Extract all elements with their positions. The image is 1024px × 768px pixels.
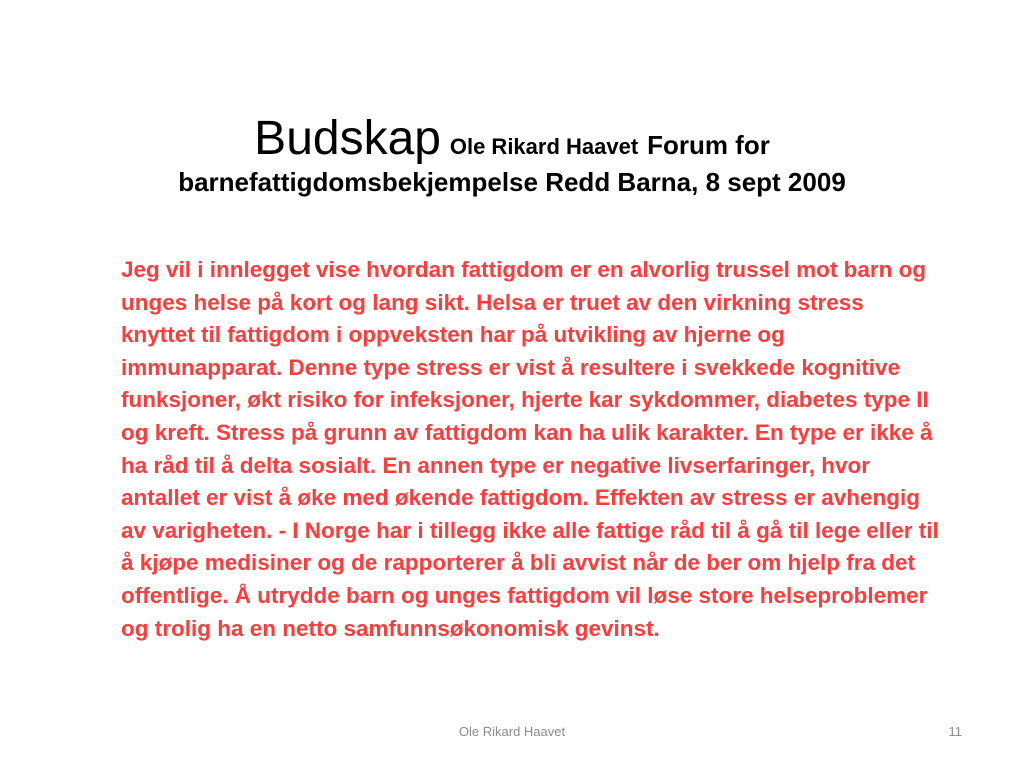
title-forum: Forum for (647, 130, 770, 160)
title-subtitle: barnefattigdomsbekjempelse Redd Barna, 8 sept 2009 (178, 166, 846, 197)
body-paragraph: Jeg vil i innlegget vise hvordan fattigdom er en alvorlig trussel mot barn og unges helse på kort og lang sikt. Helsa er truet av den virkning stress knyttet til fattigdom i oppveksten har på utvikling av hjerne og immunapparat. Denne type stress er vist å resultere i svekkede kognitive funksjoner, økt risiko for infeksjoner, hjerte kar sykdommer, diabetes type II og kreft. Stress på grunn av fattigdom kan ha ulik karakter. En type er ikke å ha råd til å delta sosialt. En annen type er negative livserfaringer, hvor antallet er vist å øke med økende fattigdom. Effekten av stress er avhengig av varigheten. - I Norge har i tillegg ikke alle fattige råd til å gå til lege eller til å kjøpe medisiner og de rapporterer å bli avvist når de ber om hjelp fra det offentlige. Å utrydde barn og unges fattigdom vil løse store helseproblemer og trolig ha en netto samfunnsøkonomisk gevinst. (121, 257, 939, 641)
slide-title (40, 112, 984, 197)
footer-author: Ole Rikard Haavet (458, 724, 566, 739)
slide-number: 11 (948, 724, 962, 739)
title-main: Budskap (254, 112, 441, 165)
title-author: Ole Rikard Haavet (449, 134, 639, 159)
